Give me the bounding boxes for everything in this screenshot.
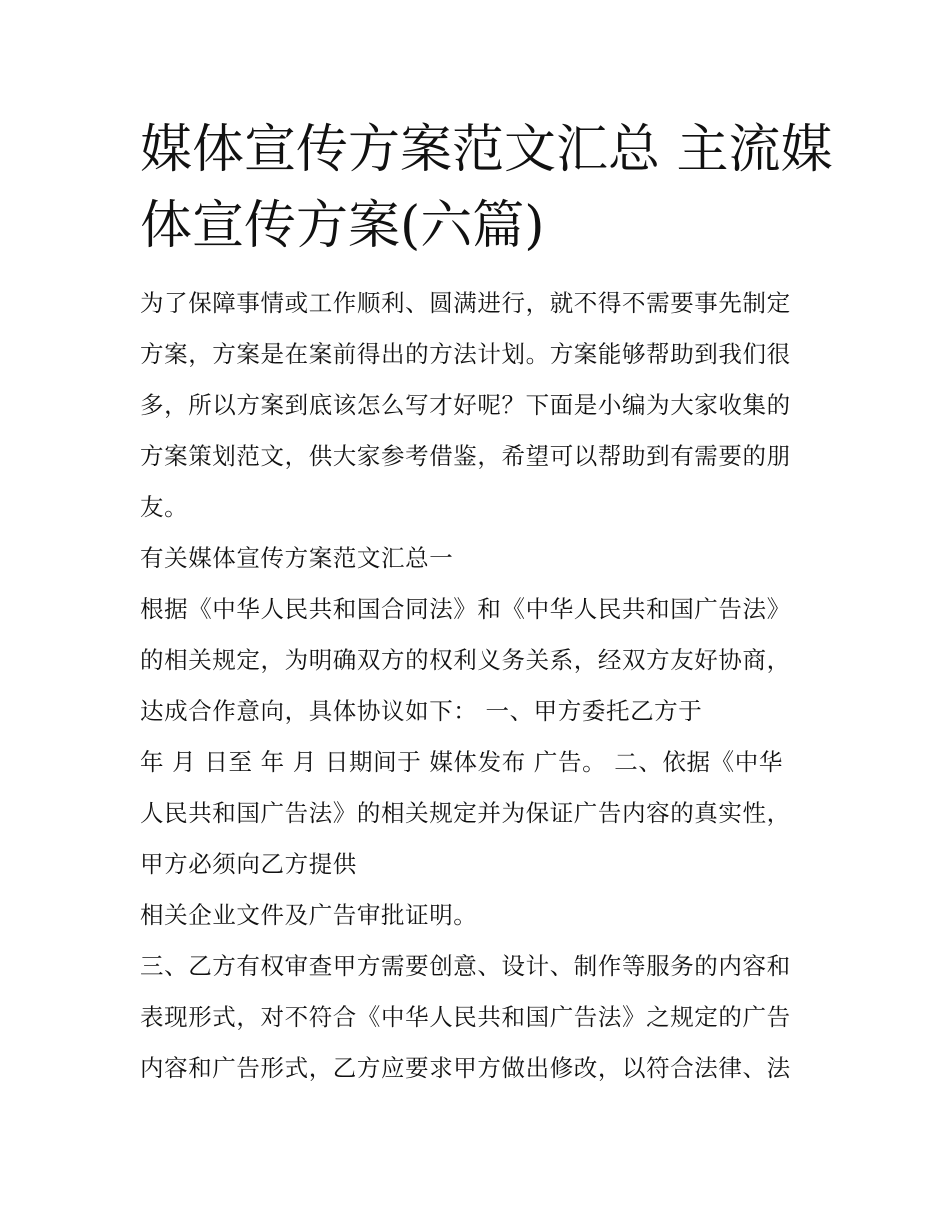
section-heading: 有关媒体宣传方案范文汇总一 xyxy=(140,544,454,572)
intro-paragraph-line: 为了保障事情或工作顺利、圆满进行，就不得不需要事先制定 xyxy=(140,289,791,317)
intro-paragraph-line: 方案，方案是在案前得出的方法计划。方案能够帮助到我们很 xyxy=(140,340,791,368)
document-body xyxy=(140,278,820,1094)
body-line: 达成合作意向，具体协议如下： 一、甲方委托乙方于 xyxy=(140,697,703,725)
title-line: 体宣传方案(六篇) xyxy=(140,196,545,256)
body-line: 的相关规定，为明确双方的权利义务关系，经双方友好协商， xyxy=(140,646,791,674)
body-line: 根据《中华人民共和国合同法》和《中华人民共和国广告法》 xyxy=(140,595,791,623)
body-line: 年 月 日至 年 月 日期间于 媒体发布 广告。 二、依据《中华 xyxy=(140,748,783,776)
body-line: 三、乙方有权审查甲方需要创意、设计、制作等服务的内容和 xyxy=(140,952,791,980)
page-title xyxy=(140,112,833,264)
body-line: 人民共和国广告法》的相关规定并为保证广告内容的真实性， xyxy=(140,799,791,827)
intro-paragraph-line: 多，所以方案到底该怎么写才好呢？下面是小编为大家收集的 xyxy=(140,391,791,419)
body-line: 表现形式，对不符合《中华人民共和国广告法》之规定的广告 xyxy=(140,1003,791,1031)
title-line: 媒体宣传方案范文汇总 主流媒 xyxy=(140,120,833,180)
intro-paragraph-line: 方案策划范文，供大家参考借鉴，希望可以帮助到有需要的朋 xyxy=(140,442,791,470)
body-line: 内容和广告形式，乙方应要求甲方做出修改，以符合法律、法 xyxy=(140,1054,791,1082)
body-line: 甲方必须向乙方提供 xyxy=(140,850,357,878)
body-line: 相关企业文件及广告审批证明。 xyxy=(140,901,478,929)
intro-paragraph-line: 友。 xyxy=(140,493,189,521)
